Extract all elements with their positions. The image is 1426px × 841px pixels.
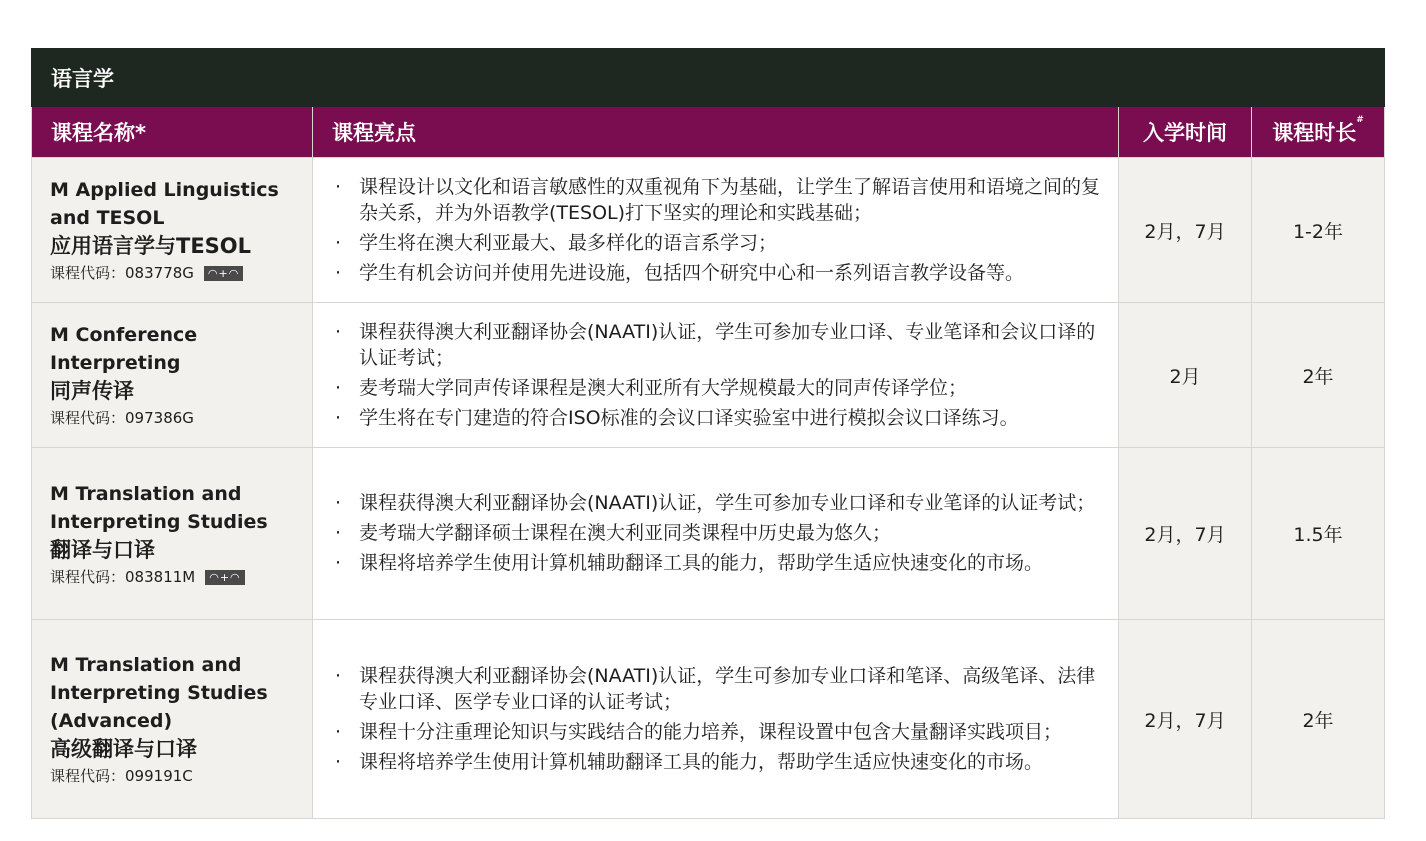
highlights-list <box>335 490 1100 576</box>
list-item <box>335 550 1100 576</box>
course-code-label: 课程代码： <box>50 264 126 282</box>
column-header-row <box>32 107 1385 158</box>
course-name-cell <box>32 303 313 448</box>
course-chinese-name: 翻译与口译 <box>50 537 155 562</box>
highlight-text: 课程设计以文化和语言敏感性的双重视角下为基础，让学生了解语言使用和语境之间的复杂关系，并为外语教学(TESOL)打下坚实的理论和实践基础； <box>359 175 1101 224</box>
course-code-label: 课程代码： <box>50 567 126 586</box>
list-item <box>335 490 1100 516</box>
highlight-text: 课程获得澳大利亚翻译协会(NAATI)认证，学生可参加专业口译和笔译、高级笔译、法律专业口译、医学专业口译的认证考试； <box>359 664 1096 713</box>
course-intake: 2月 <box>1119 303 1252 448</box>
bullet-icon: · <box>335 720 342 743</box>
table-row <box>32 303 1385 448</box>
table-row <box>32 620 1385 819</box>
list-item <box>335 520 1100 546</box>
bullet-icon: · <box>335 376 342 399</box>
course-highlights-cell <box>313 448 1119 620</box>
highlight-text: 课程获得澳大利亚翻译协会(NAATI)认证，学生可参加专业口译和专业笔译的认证考试； <box>359 492 1096 514</box>
column-header-highlights: 课程亮点 <box>313 107 1119 158</box>
bullet-icon: · <box>335 522 342 544</box>
course-chinese-name: 应用语言学与TESOL <box>50 234 252 258</box>
bullet-icon: · <box>335 552 342 574</box>
course-english-name: M Translation and Interpreting Studies <box>50 482 268 533</box>
course-code: 083778G <box>125 264 194 282</box>
list-item <box>335 663 1100 715</box>
bullet-icon: · <box>335 320 342 343</box>
list-item <box>335 405 1100 431</box>
highlight-text: 麦考瑞大学同声传译课程是澳大利亚所有大学规模最大的同声传译学位； <box>359 376 968 399</box>
list-item <box>335 719 1100 745</box>
list-item <box>335 319 1100 371</box>
highlight-text: 学生有机会访问并使用先进设施，包括四个研究中心和一系列语言教学设备等。 <box>359 261 1025 284</box>
column-header-intake: 入学时间 <box>1119 107 1252 158</box>
list-item <box>335 230 1100 256</box>
column-header-duration <box>1252 107 1385 158</box>
section-title: 语言学 <box>32 49 1385 107</box>
list-item <box>335 260 1100 286</box>
highlights-list <box>335 174 1100 286</box>
list-item <box>335 174 1100 226</box>
course-intake: 2月，7月 <box>1119 158 1252 303</box>
course-highlights-cell <box>313 303 1119 448</box>
course-code: 083811M <box>125 567 196 586</box>
course-code-line <box>50 765 302 787</box>
table-row <box>32 448 1385 620</box>
column-header-name: 课程名称* <box>32 107 313 158</box>
course-code-line <box>50 262 302 284</box>
course-name-cell <box>32 448 313 620</box>
course-badge-icon: ◠+◠ <box>204 266 243 281</box>
table-row <box>32 158 1385 303</box>
highlight-text: 课程将培养学生使用计算机辅助翻译工具的能力，帮助学生适应快速变化的市场。 <box>359 750 1044 773</box>
course-code-line <box>50 566 302 588</box>
course-duration: 1-2年 <box>1252 158 1385 303</box>
course-english-name: M Conference Interpreting <box>50 324 198 374</box>
column-header-duration-label: 课程时长 <box>1272 121 1357 145</box>
course-table <box>31 48 1385 819</box>
highlight-text: 课程获得澳大利亚翻译协会(NAATI)认证，学生可参加专业口译、专业笔译和会议口译的认证考试； <box>359 320 1096 369</box>
course-duration: 1.5年 <box>1252 448 1385 620</box>
course-highlights-cell <box>313 620 1119 819</box>
course-chinese-name: 高级翻译与口译 <box>50 737 197 761</box>
bullet-icon: · <box>335 231 342 254</box>
list-item <box>335 375 1100 401</box>
section-header-row <box>32 49 1385 107</box>
highlight-text: 课程十分注重理论知识与实践结合的能力培养，课程设置中包含大量翻译实践项目； <box>359 720 1063 743</box>
course-duration: 2年 <box>1252 620 1385 819</box>
duration-footnote-mark: # <box>1356 115 1364 125</box>
bullet-icon: · <box>335 406 342 429</box>
course-code-label: 课程代码： <box>50 767 126 785</box>
course-english-name: M Applied Linguistics and TESOL <box>50 179 279 229</box>
course-highlights-cell <box>313 158 1119 303</box>
highlight-text: 麦考瑞大学翻译硕士课程在澳大利亚同类课程中历史最为悠久； <box>359 522 892 544</box>
highlight-text: 学生将在专门建造的符合ISO标准的会议口译实验室中进行模拟会议口译练习。 <box>359 406 1019 429</box>
course-code: 097386G <box>125 409 194 427</box>
highlights-list <box>335 319 1100 431</box>
course-badge-icon: ◠+◠ <box>205 570 244 585</box>
list-item <box>335 749 1100 775</box>
course-code: 099191C <box>125 767 193 785</box>
bullet-icon: · <box>335 664 342 687</box>
highlight-text: 学生将在澳大利亚最大、最多样化的语言系学习； <box>359 231 778 254</box>
course-code-line <box>50 407 302 429</box>
course-intake: 2月，7月 <box>1119 620 1252 819</box>
course-name-cell <box>32 620 313 819</box>
highlights-list <box>335 663 1100 775</box>
course-duration: 2年 <box>1252 303 1385 448</box>
bullet-icon: · <box>335 175 342 198</box>
bullet-icon: · <box>335 261 342 284</box>
course-english-name: M Translation and Interpreting Studies (Advanced) <box>50 654 268 732</box>
course-intake: 2月，7月 <box>1119 448 1252 620</box>
bullet-icon: · <box>335 750 342 773</box>
bullet-icon: · <box>335 492 342 514</box>
course-name-cell <box>32 158 313 303</box>
course-chinese-name: 同声传译 <box>50 379 134 403</box>
highlight-text: 课程将培养学生使用计算机辅助翻译工具的能力，帮助学生适应快速变化的市场。 <box>359 552 1044 574</box>
course-code-label: 课程代码： <box>50 409 126 427</box>
